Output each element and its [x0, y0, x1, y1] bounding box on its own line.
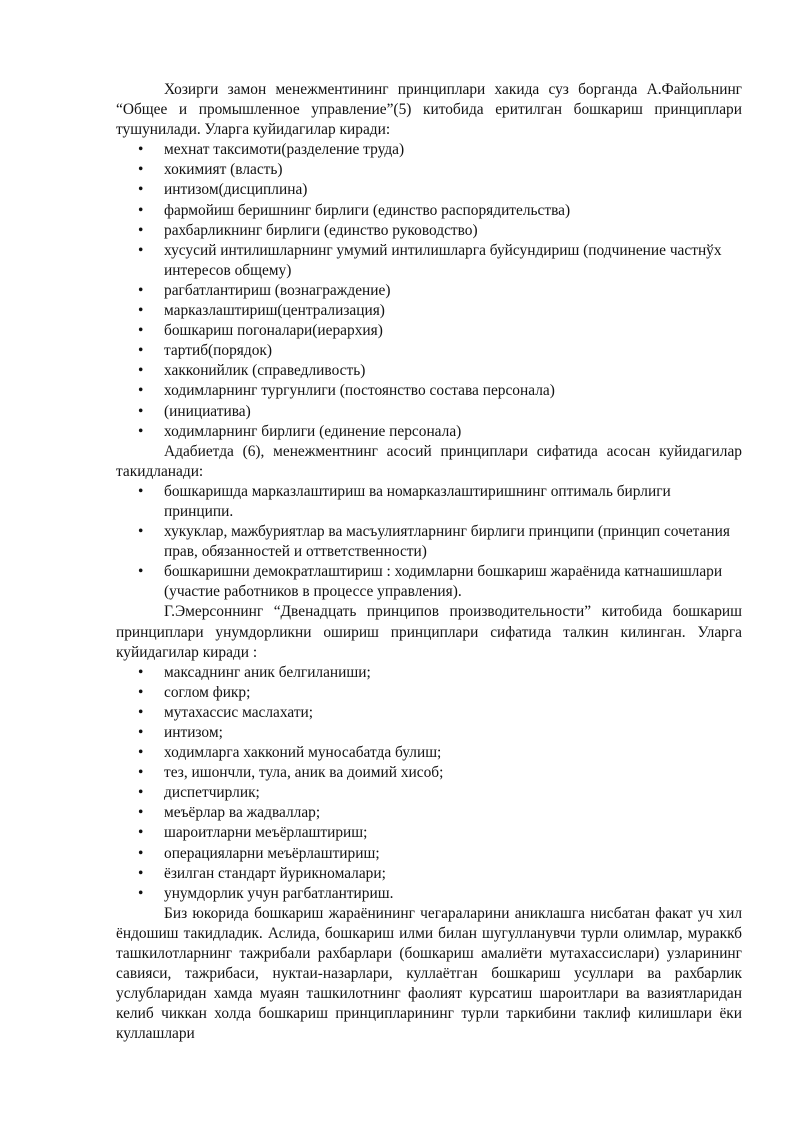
paragraph-literature: Адабиетда (6), менежментнинг асосий принциплари сифатида асосан куйидагилар такидланади: — [116, 442, 742, 480]
list-item: • операцияларни меъёрлаштириш; — [116, 844, 742, 864]
list-item: • хокимият (власть) — [116, 160, 742, 180]
paragraph-conclusion: Биз юкорида бошкариш жараёнининг чегараларини аниклашга нисбатан факат уч хил ёндошиш такидладик. Аслида, бошкариш илми билан шугулланувчи турли олимлар, мураккб ташкилотларнинг тажрибали рахбарлари (бошкариш амалиёти мутахассислари) узларининг савияси, тажрибаси, нуктаи-назарлари, куллаётган бошкариш усуллари ва рахбарлик услубларидан хамда муаян ташкилотнинг фаолият курсатиш шароитлари ва вазиятларидан келиб чиккан холда бошкариш принципларининг турли таркибини таклиф килишлари ёки куллашлари — [116, 904, 742, 1043]
list-item: • хукуклар, мажбуриятлар ва масъулиятларнинг бирлиги принципи (принцип сочетания прав, обязанностей и оттветственности) — [116, 522, 742, 562]
list-item: • максаднинг аник белгиланиши; — [116, 663, 742, 683]
list-item: • диспетчирлик; — [116, 783, 742, 803]
list-item: • интизом; — [116, 723, 742, 743]
list-item: • (инициатива) — [116, 402, 742, 422]
list-item: • хакконийлик (справедливость) — [116, 361, 742, 381]
list-item: • ходимларнинг тургунлиги (постоянство состава персонала) — [116, 381, 742, 401]
list-item: • интизом(дисциплина) — [116, 180, 742, 200]
list-item: • фармойиш беришнинг бирлиги (единство распорядительства) — [116, 201, 742, 221]
list-item: • мехнат таксимоти(разделение труда) — [116, 140, 742, 160]
list-item: • бошкаришни демократлаштириш : ходимларни бошкариш жараёнида катнашишлари (участие работников в процессе управления). — [116, 562, 742, 602]
paragraph-fayol-intro: Хозирги замон менежментининг принциплари хакида суз борганда А.Файольнинг “Общее и промышленное управление”(5) китобида еритилган бошкариш принциплари тушунилади. Уларга куйидагилар киради: — [116, 81, 742, 139]
paragraph-emerson-intro: Г.Эмерсоннинг “Двенадцать принципов производительности” китобида бошкариш принциплари унумдорликни ошириш принциплари сифатида талкин килинган. Уларга куйидагилар киради : — [116, 603, 742, 661]
list-item: • тартиб(порядок) — [116, 341, 742, 361]
list-item: • ёзилган стандарт йурикномалари; — [116, 864, 742, 884]
list-item: • тез, ишончли, тула, аник ва доимий хисоб; — [116, 763, 742, 783]
emerson-principles-list — [116, 663, 742, 904]
document-page — [116, 80, 742, 1045]
list-item: • хусусий интилишларнинг умумий интилишларга буйсундириш (подчинение частнўх интересов общему) — [116, 241, 742, 281]
list-item: • ходимларга хакконий муносабатда булиш; — [116, 743, 742, 763]
list-item: • бошкаришда марказлаштириш ва номарказлаштиришнинг оптималь бирлиги принципи. — [116, 482, 742, 522]
list-item: • мутахассис маслахати; — [116, 703, 742, 723]
list-item: • рахбарликнинг бирлиги (единство руководство) — [116, 221, 742, 241]
basic-principles-list — [116, 482, 742, 603]
list-item: • марказлаштириш(централизация) — [116, 301, 742, 321]
list-item: • рагбатлантириш (вознаграждение) — [116, 281, 742, 301]
fayol-principles-list — [116, 140, 742, 441]
list-item: • шароитларни меъёрлаштириш; — [116, 823, 742, 843]
list-item: • меъёрлар ва жадваллар; — [116, 803, 742, 823]
list-item: • ходимларнинг бирлиги (единение персонала) — [116, 422, 742, 442]
list-item: • унумдорлик учун рагбатлантириш. — [116, 884, 742, 904]
list-item: • бошкариш погоналари(иерархия) — [116, 321, 742, 341]
list-item: • соглом фикр; — [116, 683, 742, 703]
